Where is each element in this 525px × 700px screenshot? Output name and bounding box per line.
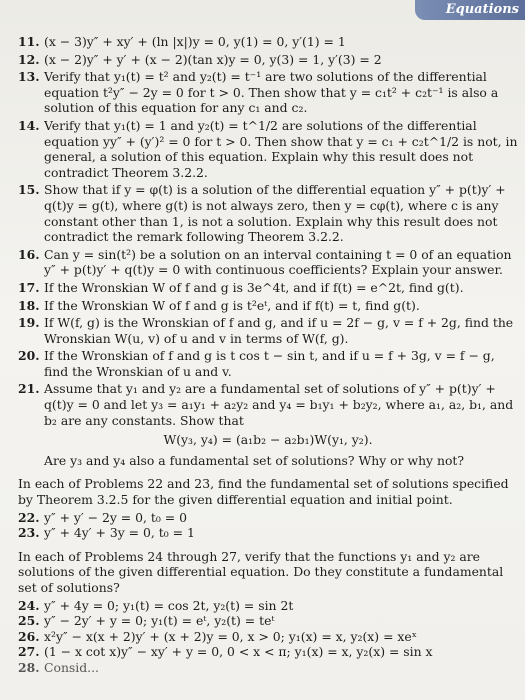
problem-text: Can y = sin(t²) be a solution on an interval containing t = 0 of an equation y″ + p(t)y′ + q(t)y = 0 with continuous coefficients? Explain your answer. [44, 246, 512, 278]
problem-18 [18, 298, 518, 314]
problem-number: 18. [18, 297, 40, 313]
problem-text: y″ − 2y′ + y = 0; y₁(t) = eᵗ, y₂(t) = teᵗ [44, 613, 275, 629]
problem-number: 16. [18, 246, 40, 262]
problem-number: 19. [18, 315, 40, 331]
problem-12 [18, 52, 518, 68]
instructions-24-27: In each of Problems 24 through 27, verify that the functions y₁ and y₂ are solutions of the given differential equation. Do they constitute a fundamental set of solutions? [18, 548, 504, 595]
problem-text: (1 − x cot x)y″ − xy′ + y = 0, 0 < x < π; y₁(x) = x, y₂(x) = sin x [44, 644, 433, 660]
problem-number: 27. [18, 644, 40, 660]
problem-list [18, 34, 518, 676]
problem-text: If the Wronskian of f and g is t cos t − sin t, and if u = f + 3g, v = f − g, find the Wronskian of u and v. [44, 348, 495, 379]
problem-22 [18, 510, 518, 526]
problem-21 [18, 381, 518, 428]
problem-text: (x − 2)y″ + y′ + (x − 2)(tan x)y = 0, y(3) = 1, y′(3) = 2 [44, 51, 382, 67]
problem-26 [18, 629, 518, 645]
problem-text: Assume that y₁ and y₂ are a fundamental set of solutions of y″ + p(t)y′ + q(t)y = 0 and let y₃ = a₁y₁ + a₂y₂ and y₄ = b₁y₁ + b₂y₂, where a₁, a₂, b₁, and b₂ are any constants. Show that [44, 381, 514, 428]
problem-27 [18, 644, 518, 660]
wronskian-equation: W(y₃, y₄) = (a₁b₂ − a₂b₁)W(y₁, y₂). [163, 432, 373, 448]
problem-number: 28. [18, 659, 40, 675]
problem-number: 25. [18, 613, 40, 629]
problem-number: 20. [18, 348, 40, 364]
problem-text: y″ + 4y′ + 3y = 0, t₀ = 1 [44, 525, 195, 541]
problem-text: (x − 3)y″ + xy′ + (ln |x|)y = 0, y(1) = 0, y′(1) = 1 [44, 34, 346, 49]
problem-number: 13. [18, 69, 40, 85]
chapter-header-tab [415, 0, 525, 20]
problem-15 [18, 182, 518, 244]
problem-text: y″ + y′ − 2y = 0, t₀ = 0 [44, 509, 187, 525]
problem-11 [18, 34, 518, 50]
chapter-header-title: Equations [445, 2, 519, 17]
problem-number: 22. [18, 509, 40, 525]
instructions-22-23: In each of Problems 22 and 23, find the fundamental set of solutions specified by Theorem 3.2.5 for the given differential equation and initial point. [18, 476, 509, 508]
problem-text: Consid... [44, 659, 99, 675]
problem-text: Verify that y₁(t) = 1 and y₂(t) = t^1/2 are solutions of the differential equation yy″ + (y′)² = 0 for t > 0. Then show that y = c₁ + c₂t^1/2 is not, in general, a solution of this equation. Explain why this result does not contradict Theorem 3.2.2. [44, 117, 518, 180]
problem-text: Show that if y = φ(t) is a solution of the differential equation y″ + p(t)y′ + q(t)y = g(t), where g(t) is not always zero, then y = cφ(t), where c is any constant other than 1, is not a solution. Explain why this result does not contradict the remark following Theorem 3.2.2. [44, 182, 506, 245]
problem-13 [18, 69, 518, 116]
problem-text: If W(f, g) is the Wronskian of f and g, and if u = 2f − g, v = f + 2g, find the Wronskian W(u, v) of u and v in terms of W(f, g). [44, 315, 514, 346]
problem-16 [18, 247, 518, 278]
problem-number: 12. [18, 51, 40, 67]
problem-23 [18, 525, 518, 541]
problem-number: 21. [18, 381, 40, 397]
problem-24 [18, 598, 518, 614]
problem-21-question [18, 453, 518, 469]
problem-number: 26. [18, 628, 40, 644]
problem-number: 15. [18, 182, 40, 198]
problem-20 [18, 348, 518, 379]
problem-number: 23. [18, 525, 40, 541]
problem-14 [18, 118, 518, 180]
problem-25 [18, 613, 518, 629]
problem-number: 11. [18, 34, 40, 49]
problem-28-partial [18, 660, 518, 676]
problem-text: y″ + 4y = 0; y₁(t) = cos 2t, y₂(t) = sin 2t [44, 597, 294, 613]
problem-text: If the Wronskian W of f and g is t²eᵗ, and if f(t) = t, find g(t). [44, 297, 420, 313]
problem-number: 17. [18, 279, 40, 295]
problem-text: x²y″ − x(x + 2)y′ + (x + 2)y = 0, x > 0; y₁(x) = x, y₂(x) = xeˣ [44, 628, 417, 644]
problem-text: Verify that y₁(t) = t² and y₂(t) = t⁻¹ are two solutions of the differential equation t²y″ − 2y = 0 for t > 0. Then show that y = c₁t² + c₂t⁻¹ is also a solution of this equation for any c₁ and c₂. [44, 69, 499, 116]
problem-text: If the Wronskian W of f and g is 3e^4t, and if f(t) = e^2t, find g(t). [44, 279, 464, 295]
problem-number: 24. [18, 597, 40, 613]
problem-17 [18, 280, 518, 296]
question-text: Are y₃ and y₄ also a fundamental set of solutions? Why or why not? [44, 452, 465, 468]
problem-number: 14. [18, 117, 40, 133]
problem-19 [18, 315, 518, 346]
